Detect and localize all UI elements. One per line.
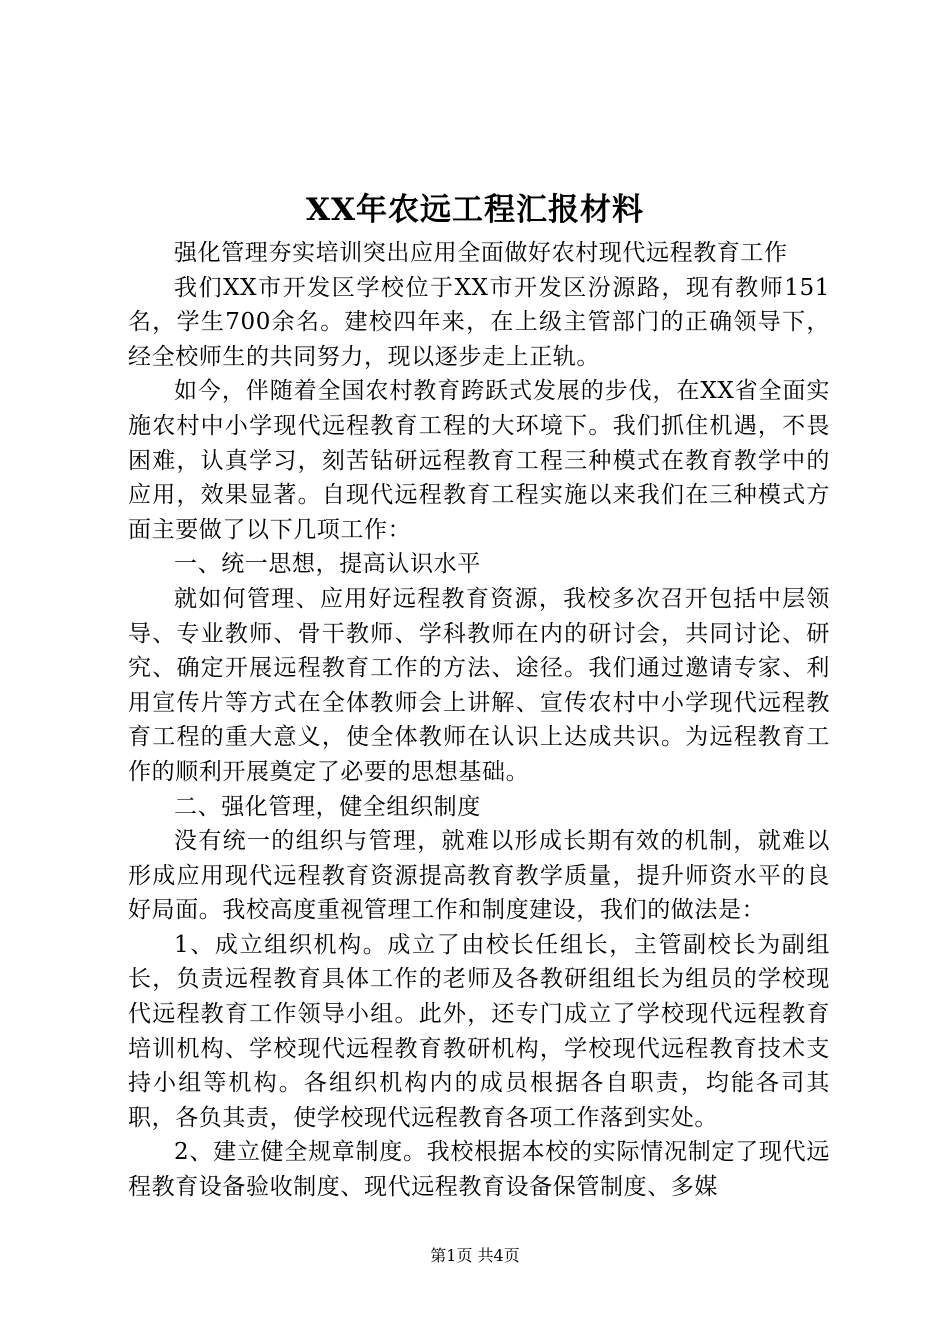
section-heading: 二、强化管理，健全组织制度 bbox=[174, 793, 481, 820]
body-paragraph: 1、成立组织机构。成立了由校长任组长，主管副校长为副组长，负责远程教育具体工作的老师及各教研组组长为组员的学校现代远程教育工作领导小组。此外，还专门成立了学校现代远程教育培训机构、学校现代远程教育教研机构，学校现代远程教育技术支持小组等机构。各组织机构内的成员根据各自职责，均能各司其职，各负其责，使学校现代远程教育各项工作落到实处。 bbox=[128, 931, 830, 1131]
document-body bbox=[128, 236, 830, 1205]
body-paragraph: 如今，伴随着全国农村教育跨跃式发展的步伐，在XX省全面实施农村中小学现代远程教育工程的大环境下。我们抓住机遇，不畏困难，认真学习，刻苦钻研远程教育工程三种模式在教育教学中的应用，效果显著。自现代远程教育工程实施以来我们在三种模式方面主要做了以下几项工作： bbox=[128, 378, 830, 543]
document-title: XX年农远工程汇报材料 bbox=[305, 192, 645, 228]
section-heading: 一、统一思想，提高认识水平 bbox=[174, 551, 481, 578]
page-number-footer: 第1页 共4页 bbox=[430, 1246, 520, 1265]
body-paragraph: 2、建立健全规章制度。我校根据本校的实际情况制定了现代远程教育设备验收制度、现代远程教育设备保管制度、多媒 bbox=[128, 1139, 830, 1201]
subtitle-paragraph: 强化管理夯实培训突出应用全面做好农村现代远程教育工作 bbox=[174, 240, 788, 266]
body-paragraph: 就如何管理、应用好远程教育资源，我校多次召开包括中层领导、专业教师、骨干教师、学科教师在内的研讨会，共同讨论、研究、确定开展远程教育工作的方法、途径。我们通过邀请专家、利用宣传片等方式在全体教师会上讲解、宣传农村中小学现代远程教育工程的重大意义，使全体教师在认识上达成共识。为远程教育工作的顺利开展奠定了必要的思想基础。 bbox=[128, 585, 830, 785]
body-paragraph: 没有统一的组织与管理，就难以形成长期有效的机制，就难以形成应用现代远程教育资源提高教育教学质量，提升师资水平的良好局面。我校高度重视管理工作和制度建设，我们的做法是： bbox=[128, 828, 830, 924]
body-paragraph: 我们XX市开发区学校位于XX市开发区汾源路，现有教师151名，学生700余名。建校四年来，在上级主管部门的正确领导下，经全校师生的共同努力，现以逐步走上正轨。 bbox=[128, 274, 830, 370]
